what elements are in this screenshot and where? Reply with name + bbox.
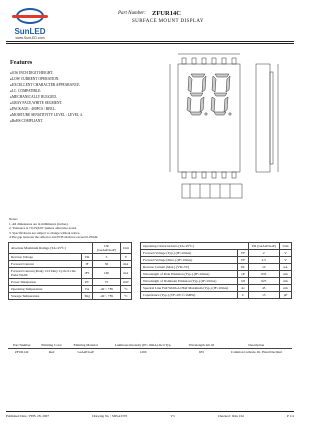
value: -40 ~ +85: [92, 293, 120, 300]
feature-item: ● MOISTURE SENSITIVITY LEVEL : LEVEL 4.: [10, 112, 83, 118]
unit: uA: [280, 264, 292, 271]
cell: Red: [48, 350, 55, 354]
unit: nm: [280, 285, 292, 292]
footer: [6, 414, 294, 418]
table-row: [141, 250, 292, 257]
page-number: P 1/4: [287, 414, 294, 418]
notes: [9, 217, 159, 240]
abs-max-col-unit: Unit: [120, 243, 131, 254]
table-row: [141, 264, 292, 271]
note-item: 1. All dimensions are in millimeters (inches).: [9, 221, 69, 226]
cell: GaAsP/GaP: [77, 350, 94, 354]
cell: 1200: [139, 350, 147, 354]
param: Storage Temperature: [9, 293, 82, 300]
features-list: [10, 70, 83, 124]
col-wavelength: Wavelength nm λP: [182, 342, 220, 349]
logo-mark-icon: [8, 6, 52, 26]
value: 10: [248, 264, 280, 271]
footer-divider: [6, 411, 294, 412]
table-row: [9, 254, 132, 261]
cell: ZFUR14C: [14, 350, 30, 354]
table-row: [141, 257, 292, 264]
unit: V: [120, 254, 131, 261]
value: 2: [248, 250, 280, 257]
symbol: PT: [82, 279, 93, 286]
unit: mA: [120, 268, 131, 279]
value: 45: [248, 285, 280, 292]
drawing-number: Drawing No : SDSA3370: [92, 414, 128, 418]
operating-characteristics-table: [140, 242, 292, 299]
checked-by: Checked : Ritu Chi: [217, 414, 244, 418]
value: 625: [248, 278, 280, 285]
value: 2.5: [248, 257, 280, 264]
table-row: [9, 279, 132, 286]
package-dimension-drawing: [160, 52, 294, 202]
feature-item: ● 0.56 INCH DIGIT HEIGHT.: [10, 70, 83, 76]
feature-item: ● GRAY FACE,WHITE SEGMENT.: [10, 100, 83, 106]
note-item: 4.The gap between the reflector and PCB shall not exceed 0.25mm.: [9, 235, 99, 240]
op-char-title: Operating Characteristics (TA=25°C): [141, 243, 249, 250]
unit: pF: [280, 292, 292, 299]
symbol: iFS: [82, 268, 93, 279]
symbol: Tstg: [82, 293, 93, 300]
col-luminous-intensity: Luminous Intensity (IF=10mA) mcd Typ.: [104, 342, 182, 349]
symbol: VF: [238, 257, 248, 264]
feature-item: ● PACKAGE : 400PCS / REEL.: [10, 106, 83, 112]
website: www.SunLED.com: [15, 36, 45, 40]
value: 635: [248, 271, 280, 278]
param: Forward Voltage (Typ.) (IF=10mA): [141, 250, 238, 257]
feature-item: ● RoHS COMPLIANT.: [10, 118, 83, 124]
value: 160: [92, 268, 120, 279]
value: 75: [92, 279, 120, 286]
op-char-col-unit: Unit: [280, 243, 292, 250]
table-row: [141, 271, 292, 278]
param: Forward Current: [9, 261, 82, 268]
note-item: 2. Tolerance is ±0.25(0.01")unless otherwise noted.: [9, 226, 77, 231]
notes-title: Notes:: [9, 217, 18, 221]
symbol: C: [238, 292, 248, 299]
table-row: [9, 261, 132, 268]
value: 15: [248, 292, 280, 299]
header-divider: [6, 41, 294, 42]
symbol: VF: [238, 250, 248, 257]
param: Reverse Voltage: [9, 254, 82, 261]
table-row: [9, 293, 132, 300]
param: Reverse Current (Max.) (VR=5V): [141, 264, 238, 271]
unit: mW: [120, 279, 131, 286]
col-description: Description: [221, 342, 292, 349]
param: Spectral Line Full Width At Half Maximum (Typ.) (IF=10mA): [141, 285, 238, 292]
col-part-number: Part Number: [8, 342, 36, 349]
header-divider-2: [6, 43, 294, 44]
page-subtitle: SURFACE MOUNT DISPLAY: [132, 19, 204, 24]
symbol: λD: [238, 278, 248, 285]
abs-max-title: Absolute Maximum Ratings (TA=25°C): [9, 243, 93, 254]
table-row: [141, 285, 292, 292]
part-number-label: Part Number:: [118, 11, 146, 16]
part-number: ZFUR14C: [152, 10, 181, 17]
absolute-max-ratings-table: [8, 242, 132, 300]
note-item: 3. Specifications are subject to change without notice.: [9, 230, 81, 235]
symbol: IR: [238, 264, 248, 271]
value: -40 ~ +85: [92, 286, 120, 293]
value: 30: [92, 261, 120, 268]
unit: °C: [120, 293, 131, 300]
cell: 635: [198, 350, 205, 354]
param: Forward Voltage (Max.) (IF=10mA): [141, 257, 238, 264]
unit: mA: [120, 261, 131, 268]
cell: Common Cathode, Rt. Hand Decimal: [230, 350, 282, 354]
param: Capacitance (Typ.) (VF=0V, f=1MHz): [141, 292, 238, 299]
feature-item: ● MECHANICALLY RUGGED.: [10, 94, 83, 100]
unit: nm: [280, 278, 292, 285]
symbol: λP: [238, 271, 248, 278]
feature-item: ● I.C. COMPATIBLE.: [10, 88, 83, 94]
brand-name: SunLED: [14, 27, 46, 36]
param: Power Dissipation: [9, 279, 82, 286]
unit: °C: [120, 286, 131, 293]
symbol: IF: [82, 261, 93, 268]
unit: nm: [280, 271, 292, 278]
published-date: Published Date : FEB. 28, 2007: [6, 414, 50, 418]
table-row: [9, 268, 132, 279]
table-row: [9, 286, 132, 293]
features-title: Features: [10, 60, 33, 66]
op-char-col-ur: UR (GaAsP/GaP): [248, 243, 280, 250]
col-emitting-color: Emitting Color: [36, 342, 68, 349]
unit: V: [280, 257, 292, 264]
feature-item: ● LOW CURRENT OPERATION.: [10, 76, 83, 82]
col-emitting-material: Emitting Material: [67, 342, 104, 349]
feature-item: ● EXCELLENT CHARACTER APPEARANCE.: [10, 82, 83, 88]
param: Wavelength of Peak Emission (Typ.) (IF=10mA): [141, 271, 238, 278]
table-row: [8, 349, 292, 356]
sunled-logo: [8, 6, 52, 40]
param: Forward Current (Peak) 1/10 Duty Cycle 0.1ms Pulse Width: [9, 268, 82, 279]
symbol: Δλ: [238, 285, 248, 292]
unit: V: [280, 250, 292, 257]
table-row: [141, 278, 292, 285]
symbol: TA: [82, 286, 93, 293]
symbol: VR: [82, 254, 93, 261]
abs-max-col-ur: UR (GaAsP/GaP): [92, 243, 120, 254]
param: Operating Temperature: [9, 286, 82, 293]
value: 5: [92, 254, 120, 261]
part-number-table: [8, 342, 292, 355]
table-row: [141, 292, 292, 299]
version: V3: [170, 414, 175, 418]
param: Wavelength of Dominant Emission (Typ.) (IF=10mA): [141, 278, 238, 285]
